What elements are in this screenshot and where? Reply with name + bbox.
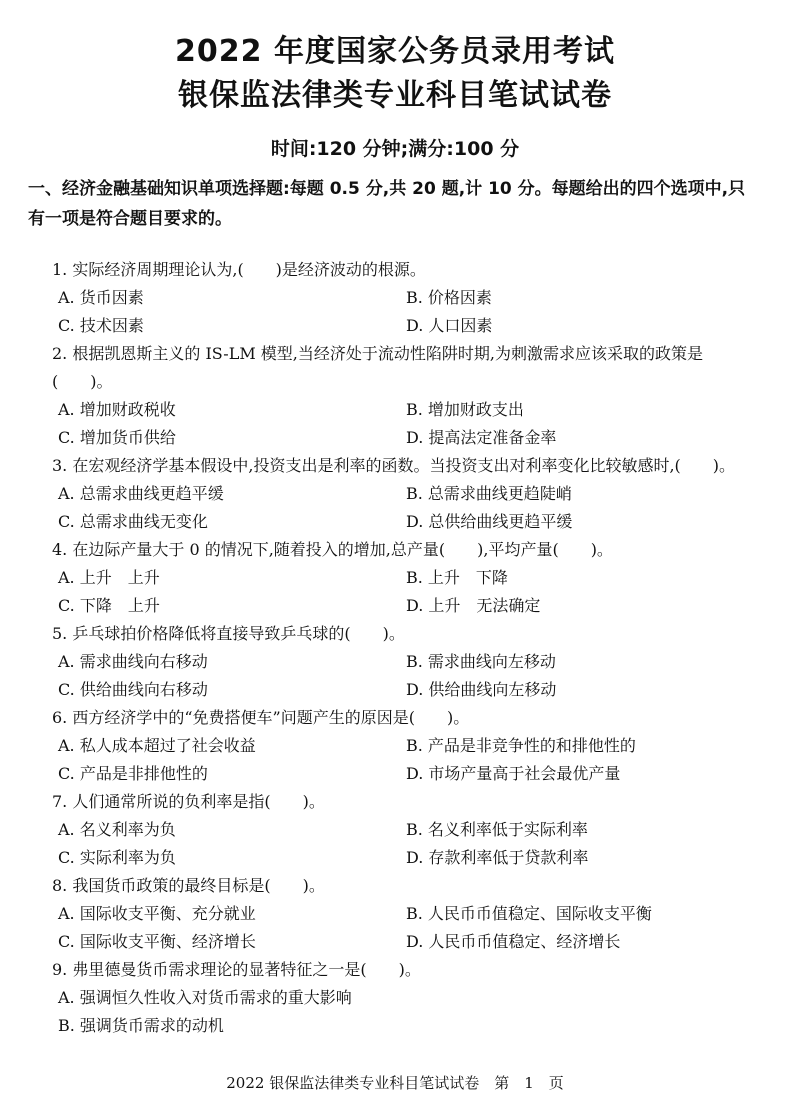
options-grid xyxy=(28,396,762,452)
option-c: C. 实际利率为负 xyxy=(58,848,176,867)
question-item xyxy=(28,620,762,704)
option-d: D. 总供给曲线更趋平缓 xyxy=(406,512,573,531)
options-grid xyxy=(28,564,762,620)
option-c: C. 国际收支平衡、经济增长 xyxy=(58,932,256,951)
question-item xyxy=(28,704,762,788)
question-item xyxy=(28,452,762,536)
option-c: C. 增加货币供给 xyxy=(58,428,176,447)
option-d: D. 提高法定准备金率 xyxy=(406,428,557,447)
option-b: B. 强调货币需求的动机 xyxy=(58,1016,224,1035)
question-item xyxy=(28,340,762,452)
options-grid xyxy=(28,816,762,872)
question-list xyxy=(28,256,762,1040)
option-a: A. 私人成本超过了社会收益 xyxy=(58,736,256,755)
time-score-info: 时间:120 分钟;满分:100 分 xyxy=(270,138,520,160)
question-item xyxy=(28,872,762,956)
option-b: B. 增加财政支出 xyxy=(406,400,524,419)
question-stem: 9. 弗里德曼货币需求理论的显著特征之一是( )。 xyxy=(52,960,421,979)
question-item xyxy=(28,536,762,620)
option-d: D. 人民币币值稳定、经济增长 xyxy=(406,932,621,951)
question-stem: 6. 西方经济学中的“免费搭便车”问题产生的原因是( )。 xyxy=(52,708,470,727)
option-b: B. 名义利率低于实际利率 xyxy=(406,820,588,839)
page-footer: 2022 银保监法律类专业科目笔试试卷 第 1 页 xyxy=(226,1074,564,1092)
option-b: B. 上升 下降 xyxy=(406,568,508,587)
question-stem: 3. 在宏观经济学基本假设中,投资支出是利率的函数。当投资支出对利率变化比较敏感时,( )。 xyxy=(52,456,736,475)
exam-title-line2: 银保监法律类专业科目笔试试卷 xyxy=(178,78,612,113)
option-a: A. 国际收支平衡、充分就业 xyxy=(58,904,256,923)
option-b: B. 总需求曲线更趋陡峭 xyxy=(406,484,572,503)
option-a: A. 需求曲线向右移动 xyxy=(58,652,208,671)
option-a: A. 货币因素 xyxy=(58,288,144,307)
option-b: B. 人民币币值稳定、国际收支平衡 xyxy=(406,904,652,923)
option-d: D. 市场产量高于社会最优产量 xyxy=(406,764,621,783)
option-d: D. 上升 无法确定 xyxy=(406,596,541,615)
option-c: C. 供给曲线向右移动 xyxy=(58,680,208,699)
exam-title-line1: 2022 年度国家公务员录用考试 xyxy=(175,34,615,69)
options-grid xyxy=(28,732,762,788)
option-c: C. 总需求曲线无变化 xyxy=(58,512,208,531)
question-stem: 8. 我国货币政策的最终目标是( )。 xyxy=(52,876,325,895)
option-c: C. 技术因素 xyxy=(58,316,144,335)
options-grid xyxy=(28,284,762,340)
options-list xyxy=(28,984,762,1040)
options-grid xyxy=(28,480,762,536)
option-a: A. 上升 上升 xyxy=(58,568,160,587)
question-item xyxy=(28,788,762,872)
option-a: A. 总需求曲线更趋平缓 xyxy=(58,484,224,503)
question-item xyxy=(28,256,762,340)
question-item xyxy=(28,956,762,1040)
option-c: C. 下降 上升 xyxy=(58,596,160,615)
option-d: D. 人口因素 xyxy=(406,316,493,335)
option-a: A. 名义利率为负 xyxy=(58,820,176,839)
option-a: A. 强调恒久性收入对货币需求的重大影响 xyxy=(58,988,352,1007)
option-d: D. 存款利率低于贷款利率 xyxy=(406,848,589,867)
option-c: C. 产品是非排他性的 xyxy=(58,764,208,783)
option-a: A. 增加财政税收 xyxy=(58,400,176,419)
option-b: B. 价格因素 xyxy=(406,288,492,307)
question-stem: 4. 在边际产量大于 0 的情况下,随着投入的增加,总产量( ),平均产量( )。 xyxy=(52,540,613,559)
options-grid xyxy=(28,900,762,956)
question-stem: 7. 人们通常所说的负利率是指( )。 xyxy=(52,792,325,811)
question-stem: 5. 乒乓球拍价格降低将直接导致乒乓球的( )。 xyxy=(52,624,405,643)
question-stem: 2. 根据凯恩斯主义的 IS-LM 模型,当经济处于流动性陷阱时期,为刺激需求应该采取的政策是( )。 xyxy=(52,344,703,391)
option-b: B. 产品是非竞争性的和排他性的 xyxy=(406,736,636,755)
section-instructions: 一、经济金融基础知识单项选择题:每题 0.5 分,共 20 题,计 10 分。每题给出的四个选项中,只有一项是符合题目要求的。 xyxy=(28,179,746,229)
options-grid xyxy=(28,648,762,704)
question-stem: 1. 实际经济周期理论认为,( )是经济波动的根源。 xyxy=(52,260,426,279)
option-d: D. 供给曲线向左移动 xyxy=(406,680,557,699)
option-b: B. 需求曲线向左移动 xyxy=(406,652,556,671)
